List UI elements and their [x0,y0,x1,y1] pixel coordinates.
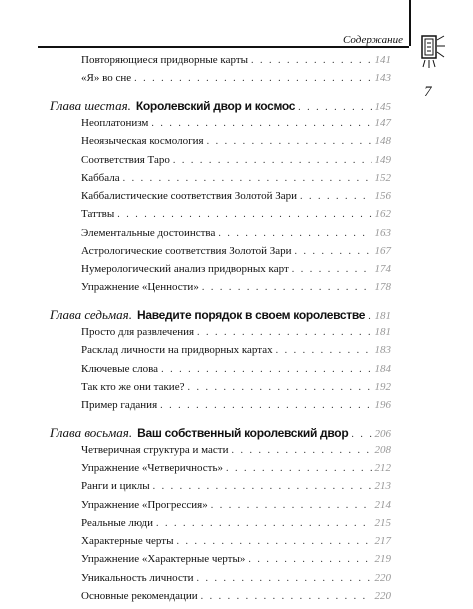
entry-page: 181 [374,326,391,338]
chapter-page: 145 [374,101,391,113]
chapter-title: Королевский двор и космос [135,99,296,113]
dot-leader [173,153,372,169]
toc-entry [81,170,391,186]
chapter-heading [50,306,391,322]
dot-leader [300,189,372,205]
entry-page: 141 [374,54,391,66]
entry-title: Каббала [81,172,120,184]
dot-leader [117,207,371,223]
entry-page: 192 [374,381,391,393]
entry-title: Основные рекомендации [81,590,198,602]
chapter-number: Глава восьмая. [50,425,133,440]
dot-leader [201,589,372,605]
entry-title: Ранги и циклы [81,480,150,492]
toc-entry [81,551,391,567]
toc-entry [81,206,391,222]
chapter-number: Глава шестая. [50,98,131,113]
dot-leader [187,380,371,396]
dot-leader [153,479,372,495]
entry-page: 156 [374,190,391,202]
dot-leader [218,226,371,242]
entry-title: Расклад личности на придворных картах [81,344,273,356]
entry-title: Упражнение «Ценности» [81,281,199,293]
entry-page: 147 [374,117,391,129]
toc-entry [81,115,391,131]
dot-leader [248,552,371,568]
dot-leader [276,343,372,359]
dot-leader [226,461,371,477]
toc-entry [81,478,391,494]
dot-leader [160,398,371,414]
entry-title: Пример гадания [81,399,158,411]
toc-entry [81,261,391,277]
entry-page: 162 [374,208,391,220]
entry-title: Четверичная структура и масти [81,444,229,456]
chapter-number: Глава седьмая. [50,307,132,322]
entry-page: 152 [374,172,391,184]
dot-leader [295,244,372,260]
entry-title: Упражнение «Прогрессия» [81,499,208,511]
entry-page: 217 [374,535,391,547]
entry-title: Неоязыческая космология [81,135,204,147]
chapter-title: Ваш собственный королевский двор [137,426,349,440]
chapter-heading [50,424,391,440]
toc-entry [81,588,391,604]
entry-title: Просто для развлечения [81,326,195,338]
dot-leader [161,362,371,378]
toc-entry [81,243,391,259]
entry-page: 220 [374,572,391,584]
entry-title: Реальные люди [81,517,154,529]
entry-page: 212 [374,462,391,474]
entry-title: Соответствия Таро [81,154,170,166]
dot-leader [176,534,371,550]
page-number: 7 [424,84,432,100]
toc-entry [81,460,391,476]
dot-leader [151,116,371,132]
toc-entry [81,342,391,358]
toc-entry [81,52,391,68]
dot-leader [202,280,372,296]
entry-page: 213 [374,480,391,492]
dot-leader [211,498,372,514]
entry-title: Так кто же они такие? [81,381,185,393]
entry-title: «Я» во сне [81,72,132,84]
entry-title: Нумерологический анализ придворных карт [81,263,289,275]
toc-entry [81,133,391,149]
entry-title: Ключевые слова [81,363,159,375]
entry-page: 174 [374,263,391,275]
entry-title: Элементальные достоинства [81,227,216,239]
entry-title: Упражнение «Характерные черты» [81,553,246,565]
toc-entry [81,225,391,241]
entry-title: Астрологические соответствия Золотой Зари [81,245,292,257]
entry-page: 163 [374,227,391,239]
toc-entry [81,379,391,395]
dot-leader [251,53,371,69]
toc-entry [81,442,391,458]
dot-leader [156,516,371,532]
entry-page: 149 [374,154,391,166]
toc-entry [81,324,391,340]
dot-leader [207,134,372,150]
entry-page: 184 [374,363,391,375]
dot-leader [197,325,371,341]
dot-leader [292,262,372,278]
chapter-page: 181 [374,310,391,322]
dot-leader [134,71,371,87]
toc-entry [81,152,391,168]
entry-page: 178 [374,281,391,293]
entry-page: 196 [374,399,391,411]
entry-page: 183 [374,344,391,356]
entry-title: Упражнение «Четверичность» [81,462,224,474]
toc-entry [81,570,391,586]
chapter-page: 206 [374,428,391,440]
entry-title: Повторяющиеся придворные карты [81,54,249,66]
entry-page: 215 [374,517,391,529]
entry-page: 148 [374,135,391,147]
toc-entry [81,497,391,513]
chapter-title: Наведите порядок в своем королевстве [136,308,366,322]
entry-page: 214 [374,499,391,511]
toc-entry [81,361,391,377]
entry-title: Таттвы [81,208,115,220]
entry-page: 208 [374,444,391,456]
running-header: Содержание [342,34,403,46]
chapter-heading [50,97,391,113]
entry-title: Уникальность личности [81,572,194,584]
entry-title: Каббалистические соответствия Золотой Зари [81,190,297,202]
entry-page: 219 [374,553,391,565]
toc-entry [81,279,391,295]
toc-entry [81,533,391,549]
toc-entry [81,515,391,531]
dot-leader [197,571,372,587]
toc-entry [81,397,391,413]
entry-page: 220 [374,590,391,602]
entry-page: 167 [374,245,391,257]
entry-title: Характерные черты [81,535,174,547]
dot-leader [232,443,372,459]
entry-title: Неоплатонизм [81,117,149,129]
toc-entry [81,70,391,86]
entry-page: 143 [374,72,391,84]
toc-entry [81,188,391,204]
dot-leader [123,171,372,187]
